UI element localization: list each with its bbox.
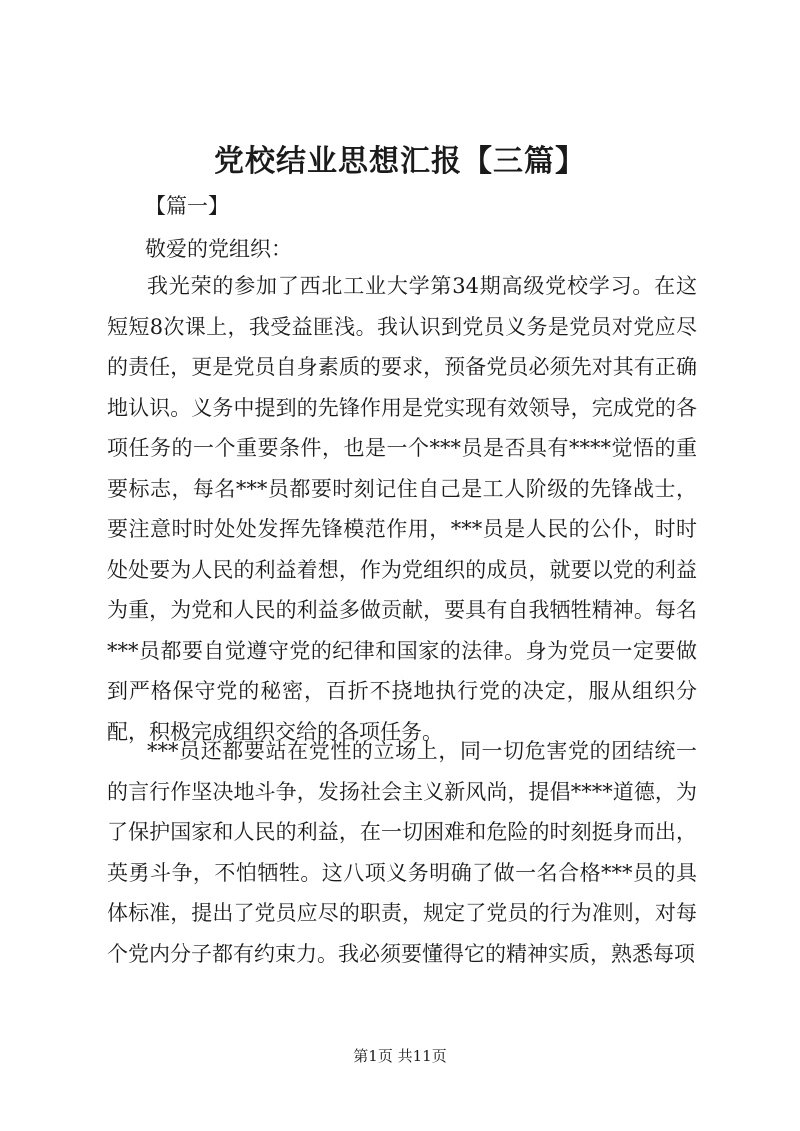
page-number-footer: 第1页 共11页 — [353, 1047, 447, 1065]
body-paragraph-1 — [107, 266, 697, 752]
salutation: 敬爱的党组织： — [145, 237, 292, 261]
paragraph-text: ***员还都要站在党性的立场上，同一切危害党的团结统一的言行作坚决地斗争，发扬社会主义新风尚，提倡****道德，为了保护国家和人民的利益，在一切困难和危险的时刻挺身而出，英勇斗争，不怕牺牲。这八项义务明确了做一名合格***员的具体标准，提出了党员应尽的职责，规定了党员的行为准则，对每个党内分子都有约束力。我必须要懂得它的精神实质，熟悉每项 — [107, 739, 697, 966]
document-title: 党校结业思想汇报【三篇】 — [214, 144, 586, 179]
section-heading: 【篇一】 — [145, 194, 229, 218]
body-paragraph-2 — [107, 731, 697, 974]
paragraph-text: 我光荣的参加了西北工业大学第34期高级党校学习。在这短短8次课上，我受益匪浅。我认识到党员义务是党员对党应尽的责任，更是党员自身素质的要求，预备党员必须先对其有正确地认识。义务中提到的先锋作用是党实现有效领导，完成党的各项任务的一个重要条件，也是一个***员是否具有****觉悟的重要标志，每名***员都要时刻记住自己是工人阶级的先锋战士，要注意时时处处发挥先锋模范作用，***员是人民的公仆，时时处处要为人民的利益着想，作为党组织的成员，就要以党的利益为重，为党和人民的利益多做贡献，要具有自我牺牲精神。每名***员都要自觉遵守党的纪律和国家的法律。身为党员一定要做到严格保守党的秘密，百折不挠地执行党的决定，服从组织分配，积极完成组织交给的各项任务。 — [107, 274, 697, 744]
